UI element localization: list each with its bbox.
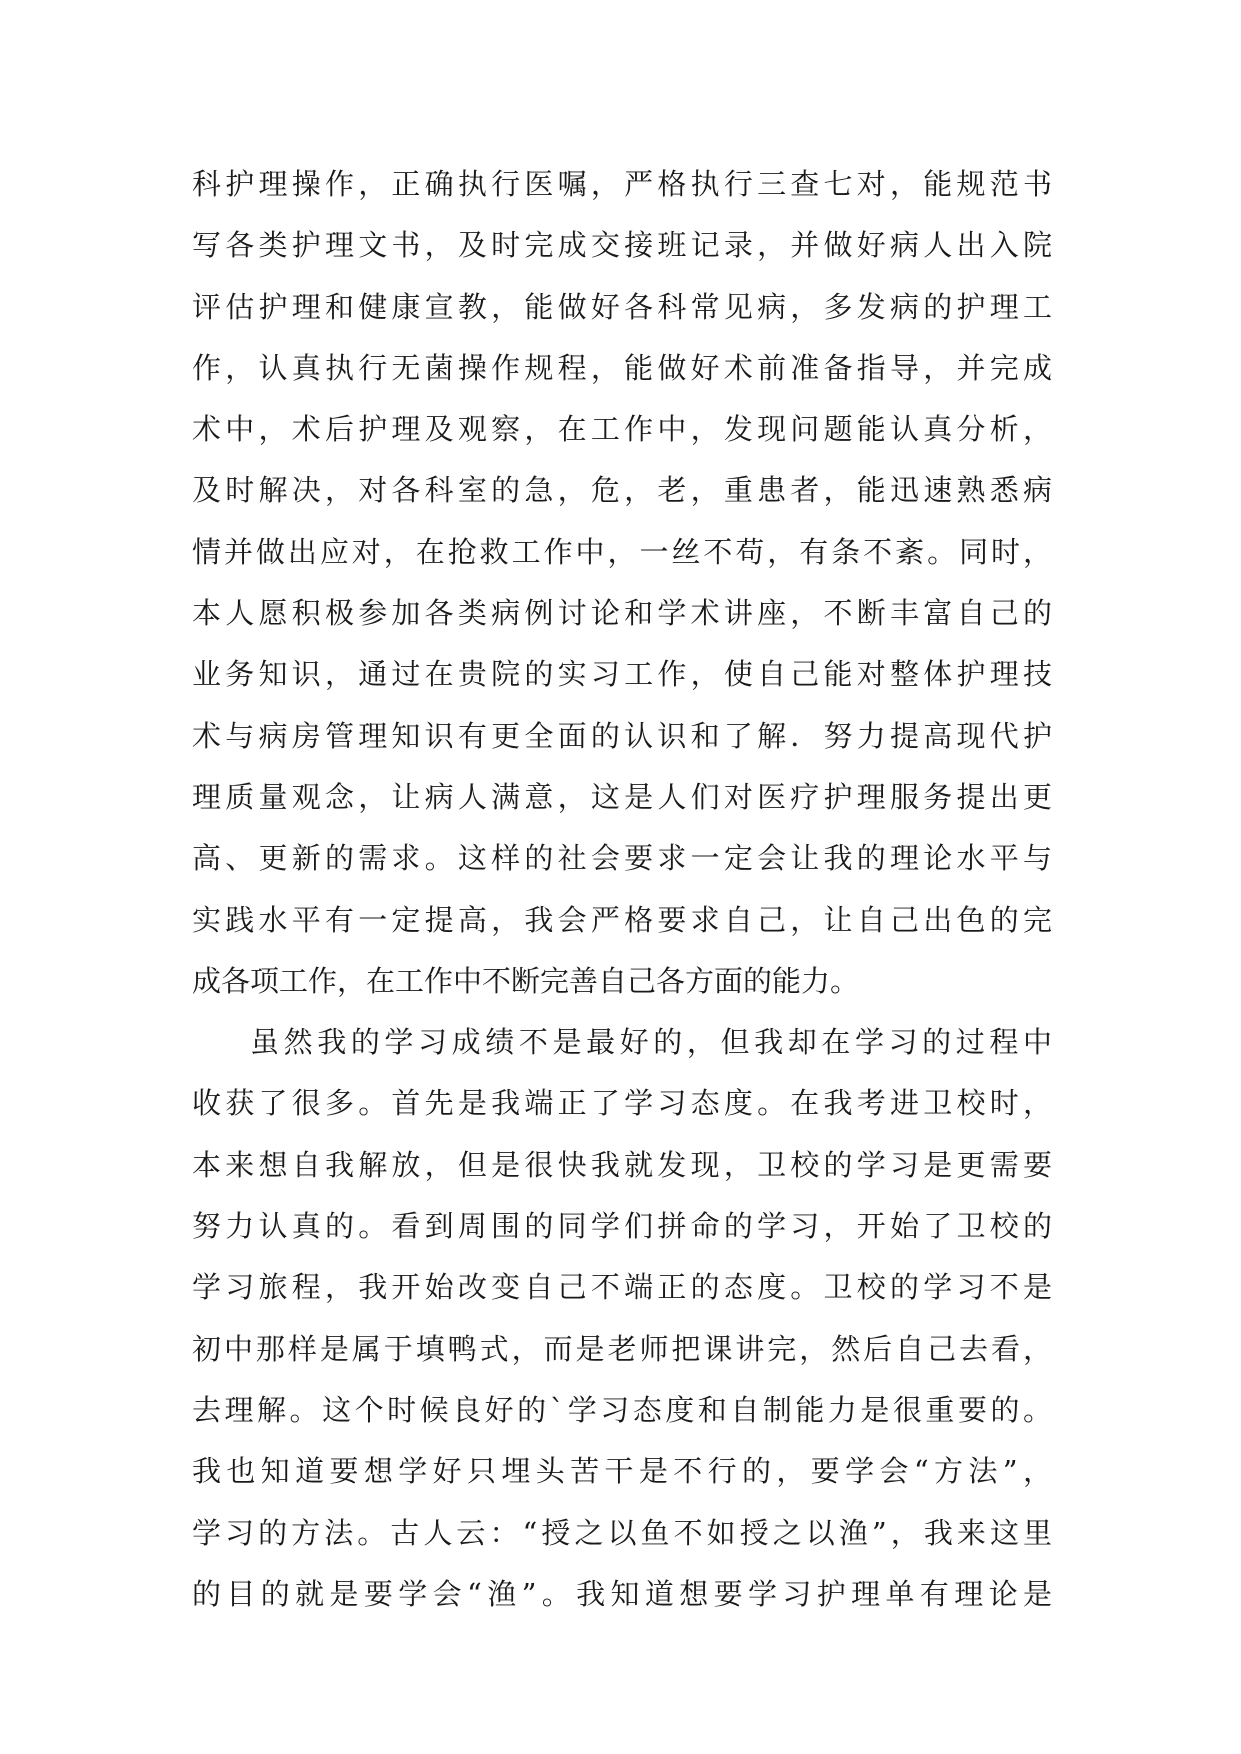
paragraph-1-line: 科护理操作，正确执行医嘱，严格执行三查七对，能规范书 bbox=[192, 167, 1052, 201]
paragraph-2-line: 收获了很多。首先是我端正了学习态度。在我考进卫校时， bbox=[192, 1086, 1052, 1121]
paragraph-1-line: 写各类护理文书，及时完成交接班记录，并做好病人出入院 bbox=[192, 228, 1052, 263]
paragraph-2-line: 努力认真的。看到周围的同学们拼命的学习，开始了卫校的 bbox=[192, 1209, 1052, 1244]
paragraph-1-line: 及时解决，对各科室的急，危，老，重患者，能迅速熟悉病 bbox=[192, 473, 1052, 508]
paragraph-2-first-line: 虽然我的学习成绩不是最好的，但我却在学习的过程中 bbox=[250, 1025, 1052, 1060]
paragraph-2-line: 学习旅程，我开始改变自己不端正的态度。卫校的学习不是 bbox=[192, 1270, 1052, 1305]
paragraph-2-line: 的目的就是要学会“渔”。我知道想要学习护理单有理论是 bbox=[192, 1576, 1052, 1611]
paragraph-1-line: 作，认真执行无菌操作规程，能做好术前准备指导，并完成 bbox=[192, 350, 1052, 385]
paragraph-2-line: 我也知道要想学好只埋头苦干是不行的，要学会“方法”， bbox=[192, 1454, 1052, 1489]
paragraph-1-line: 评估护理和健康宣教，能做好各科常见病，多发病的护理工 bbox=[192, 289, 1052, 324]
paragraph-1-last-line: 成各项工作，在工作中不断完善自己各方面的能力。 bbox=[192, 963, 860, 998]
paragraph-1-line: 情并做出应对，在抢救工作中，一丝不苟，有条不紊。同时， bbox=[192, 534, 1052, 569]
paragraph-2-line: 学习的方法。古人云：“授之以鱼不如授之以渔”，我来这里 bbox=[192, 1515, 1052, 1550]
paragraph-1-line: 业务知识，通过在贵院的实习工作，使自己能对整体护理技 bbox=[192, 657, 1052, 692]
paragraph-1-line: 术中，术后护理及观察，在工作中，发现问题能认真分析， bbox=[192, 412, 1052, 447]
document-body bbox=[192, 154, 1052, 1625]
paragraph-1-line: 实践水平有一定提高，我会严格要求自己，让自己出色的完 bbox=[192, 902, 1052, 937]
paragraph-2-line: 本来想自我解放，但是很快我就发现，卫校的学习是更需要 bbox=[192, 1147, 1052, 1182]
paragraph-1-line: 术与病房管理知识有更全面的认识和了解．努力提高现代护 bbox=[192, 718, 1052, 753]
paragraph-2-line: 去理解。这个时候良好的`学习态度和自制能力是很重要的。 bbox=[192, 1392, 1052, 1427]
paragraph-1-line: 高、更新的需求。这样的社会要求一定会让我的理论水平与 bbox=[192, 841, 1052, 876]
paragraph-1-line: 本人愿积极参加各类病例讨论和学术讲座，不断丰富自己的 bbox=[192, 596, 1052, 631]
paragraph-2-line: 初中那样是属于填鸭式，而是老师把课讲完，然后自己去看， bbox=[192, 1331, 1052, 1366]
paragraph-1-line: 理质量观念，让病人满意，这是人们对医疗护理服务提出更 bbox=[192, 779, 1052, 814]
